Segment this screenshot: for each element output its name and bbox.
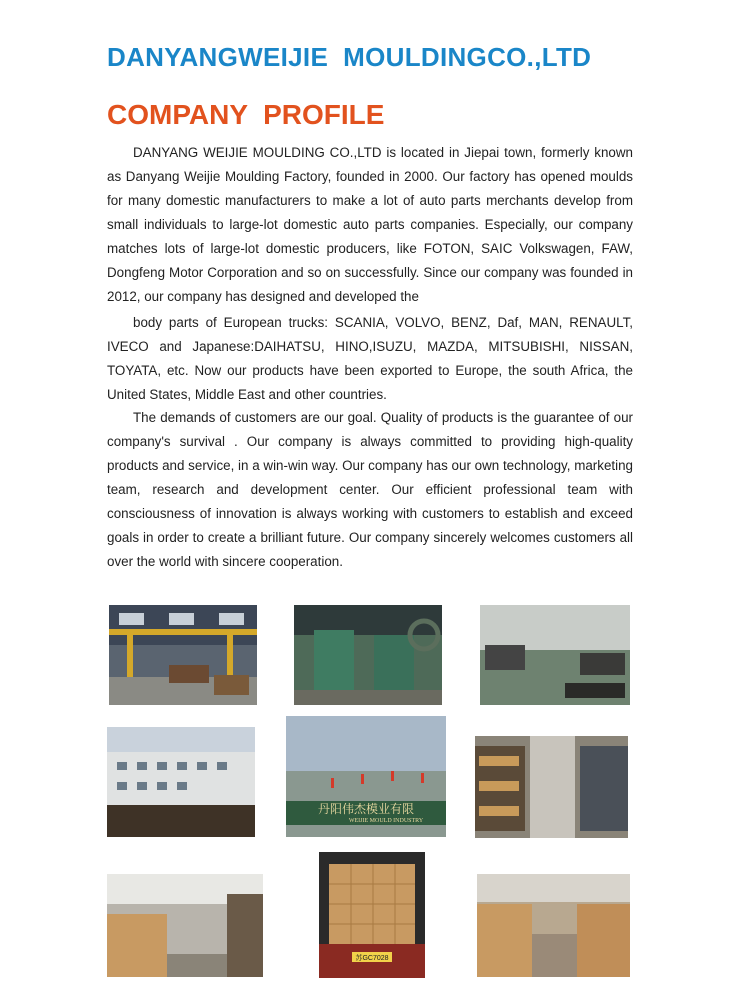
truck-plate-text: 苏GC7028 — [355, 955, 389, 962]
building-sign-text: 丹阳伟杰模业有限 — [317, 802, 415, 816]
company-name: DANYANGWEIJIE MOULDINGCO.,LTD — [107, 42, 592, 72]
press-machine-photo — [294, 605, 442, 705]
profile-paragraph-2: body parts of European trucks: SCANIA, VOLVO, BENZ, Daf, MAN, RENAULT, IVECO and Japanese:DAIHATSU, HINO,ISUZU, MAZDA, MITSUBISHI, NISSAN, TOYATA, etc. Now our products have been exported to Europe, the south Africa, the United States, Middle East and other countries. — [107, 315, 633, 402]
workshop-crane-photo — [109, 605, 257, 705]
profile-paragraph-1: DANYANG WEIJIE MOULDING CO.,LTD is located in Jiepai town, formerly known as Danyang Weijie Moulding Factory, founded in 2000. Our factory has opened moulds for many domestic manufacturers to make a lot of auto parts merchants develop from small individuals to large-lot domestic auto parts companies. Especially, our company matches lots of large-lot domestic producers, like FOTON, SAIC Volkswagen, FAW, Dongfeng Motor Corporation and so on successfully. Since our company was founded in 2012, our company has designed and developed the — [107, 145, 633, 304]
factory-floor-photo — [480, 605, 630, 705]
profile-paragraph-3: The demands of customers are our goal. Quality of products is the guarantee of our company's survival . Our company is always committed to providing high-quality products and service, in a win-win way. Our company has our own technology, marketing team, research and development center. Our efficient professional team with consciousness of innovation is always working with customers to establish and exceed goals in order to create a brilliant future. Our company sincerely welcomes customers all over the world with sincere cooperation. — [107, 410, 633, 569]
building-sign-en-text: WEIJIE MOULD INDUSTRY — [348, 818, 424, 824]
company-gate-photo — [286, 716, 446, 837]
factory-building-photo — [107, 727, 255, 837]
truck-loading-photo — [319, 852, 425, 978]
warehouse-shelves-photo — [475, 736, 628, 838]
packaged-goods-photo — [477, 874, 630, 977]
section-title: COMPANY PROFILE — [107, 99, 385, 130]
storage-room-photo — [107, 874, 263, 977]
